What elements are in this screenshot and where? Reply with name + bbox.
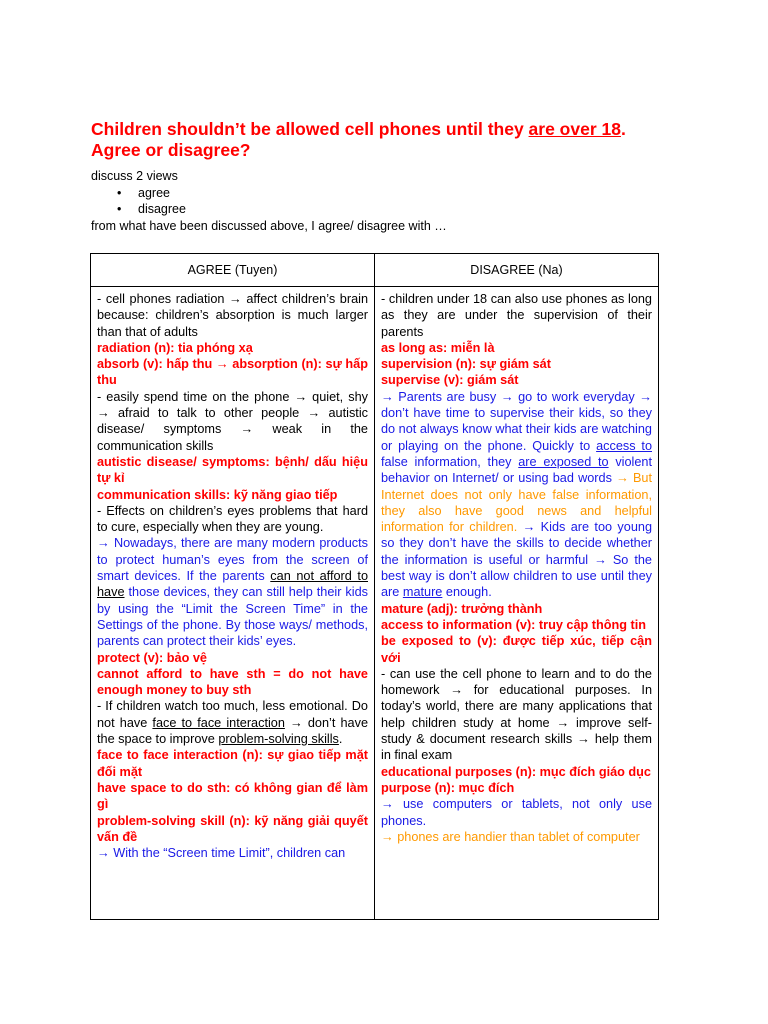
vocab-educational: educational purposes (n): mục đích giáo dục <box>381 764 651 779</box>
header-agree: AGREE (Tuyen) <box>91 254 375 287</box>
table-row <box>91 287 659 920</box>
vocab-radiation: radiation (n): tia phóng xạ <box>97 340 253 355</box>
disagree-point-4: → use computers or tablets, not only use phones. <box>381 797 652 828</box>
agree-point-4: → Nowadays, there are many modern products to protect human’s eyes from the screen of smart devices. If the parents can not afford to have those devices, they can still help their kids by using the “Limit the Screen Time” in the Settings of the phone. By those ways/ methods, parents can protect their kids’ eyes. <box>97 536 368 649</box>
disagree-point-3: - can use the cell phone to learn and to do the homework → for educational purposes. In today’s world, there are many applications that help children study at home → improve self-study & document research skills → help them in final exam <box>381 666 652 763</box>
vocab-supervise: supervise (v): giám sát <box>381 373 519 388</box>
disagree-cell <box>375 287 659 920</box>
intro-block <box>91 168 447 234</box>
agree-point-5: - If children watch too much, less emotional. Do not have face to face interaction → don’t have the space to improve problem-solving skills. <box>97 699 368 747</box>
disagree-point-2: → Parents are busy → go to work everyday → don’t have time to supervise their kids, so they do not always know what their kids are watching or playing on the phone. Quickly to access to false information, they are exposed to violent behavior on Internet/ or using bad words → But Internet does not only have false information, they also have good news and helpful information for children. → Kids are too young so they don’t have the skills to decide whether the information is useful or harmful → So the best way is don’t allow children to use until they are mature enough. <box>381 389 652 600</box>
header-disagree: DISAGREE (Na) <box>375 254 659 287</box>
intro-line-2: from what have been discussed above, I agree/ disagree with … <box>91 218 447 233</box>
agree-point-3: - Effects on children’s eyes problems that hard to cure, especially when they are young. <box>97 503 368 535</box>
vocab-as-long-as: as long as: miễn là <box>381 340 495 355</box>
vocab-mature: mature (adj): trưởng thành <box>381 601 543 616</box>
vocab-absorb: absorb (v): hấp thu → absorption (n): sự hấp thu <box>97 357 368 388</box>
title-line-2: Agree or disagree? <box>91 140 251 160</box>
disagree-point-1: - children under 18 can also use phones as long as they are under the supervision of their parents <box>381 292 652 339</box>
table-header-row <box>91 254 659 287</box>
vocab-supervision: supervision (n): sự giám sát <box>381 357 551 372</box>
view-item-disagree: • disagree <box>138 201 447 218</box>
vocab-communication: communication skills: kỹ năng giao tiếp <box>97 487 338 502</box>
title-text: Children shouldn’t be allowed cell phones until they <box>91 119 529 139</box>
vocab-have-space: have space to do sth: có không gian để làm gì <box>97 780 368 812</box>
vocab-autistic: autistic disease/ symptoms: bệnh/ dấu hiệu tự kỉ <box>97 454 368 486</box>
vocab-afford: cannot afford to have sth = do not have enough money to buy sth <box>97 666 368 698</box>
vocab-protect: protect (v): bảo vệ <box>97 650 207 665</box>
title-period: . <box>620 119 626 139</box>
agree-cell <box>91 287 375 920</box>
agree-point-6: → With the “Screen time Limit”, children can <box>97 846 346 861</box>
vocab-face-to-face: face to face interaction (n): sự giao tiếp mặt đối mặt <box>97 748 368 779</box>
disagree-point-5: → phones are handier than tablet of computer <box>381 829 640 844</box>
view-item-agree: • agree <box>138 185 447 202</box>
views-list <box>91 185 447 218</box>
document-title <box>91 119 711 161</box>
comparison-table <box>90 253 659 920</box>
vocab-exposed: be exposed to (v): được tiếp xúc, tiếp cận với <box>381 634 652 665</box>
intro-line-1: discuss 2 views <box>91 169 178 183</box>
vocab-access: access to information (v): truy cập thông tin <box>381 617 647 632</box>
agree-point-2: - easily spend time on the phone → quiet, shy → afraid to talk to other people → autistic disease/ symptoms → weak in the communication skills <box>97 389 368 453</box>
agree-point-1: - cell phones radiation → affect children’s brain because: children’s absorption is much larger than that of adults <box>97 292 368 339</box>
title-underlined-text: are over 18 <box>528 119 621 139</box>
vocab-problem-solving: problem-solving skill (n): kỹ năng giải quyết vấn đề <box>97 813 368 844</box>
vocab-purpose: purpose (n): mục đích <box>381 780 515 795</box>
